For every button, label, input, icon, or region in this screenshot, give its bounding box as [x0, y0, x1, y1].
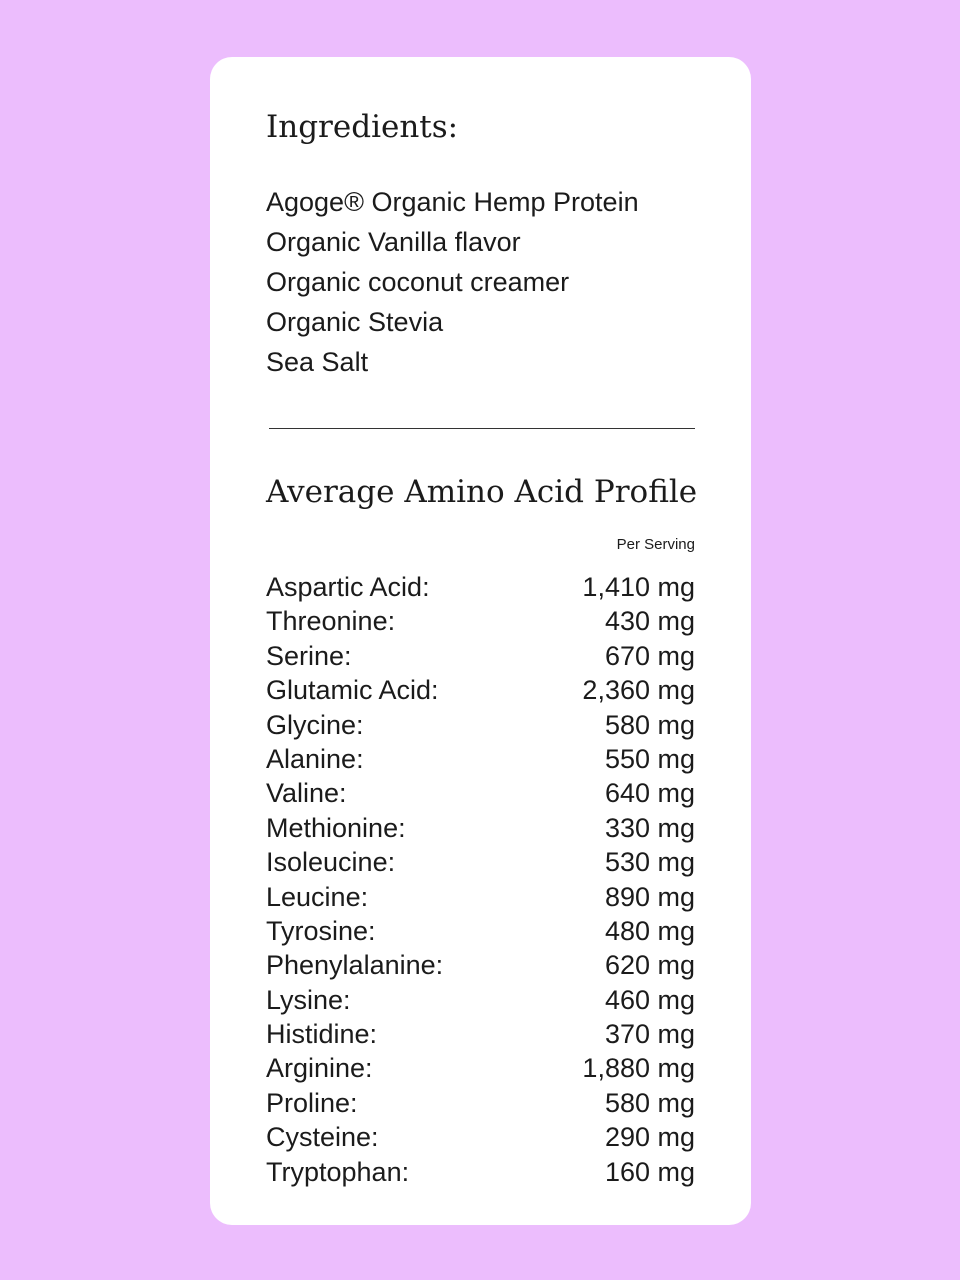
- amino-name: Arginine:: [266, 1053, 373, 1084]
- amino-name: Alanine:: [266, 743, 364, 774]
- amino-name: Phenylalanine:: [266, 950, 444, 981]
- amino-value: 330 mg: [604, 812, 695, 843]
- amino-value: 620 mg: [604, 950, 695, 981]
- amino-value: 480 mg: [604, 915, 695, 946]
- amino-name: Proline:: [266, 1087, 358, 1118]
- amino-name: Serine:: [266, 640, 352, 671]
- amino-value: 1,410 mg: [582, 572, 695, 602]
- amino-name: Isoleucine:: [266, 847, 396, 878]
- section-divider: [269, 428, 695, 429]
- amino-row: [266, 673, 695, 707]
- amino-value: 2,360 mg: [582, 675, 695, 706]
- amino-value: 460 mg: [604, 984, 695, 1015]
- amino-name: Valine:: [266, 778, 347, 809]
- amino-row: [266, 1086, 695, 1120]
- amino-name: Tyrosine:: [266, 915, 376, 946]
- amino-name: Aspartic Acid:: [266, 572, 430, 602]
- amino-value: 290 mg: [604, 1122, 695, 1153]
- ingredients-list: [266, 182, 639, 382]
- amino-row: [266, 639, 695, 673]
- amino-value: 430 mg: [604, 606, 695, 637]
- amino-value: 530 mg: [604, 847, 695, 878]
- ingredient-item: Agoge® Organic Hemp Protein: [266, 187, 639, 217]
- amino-name: Glycine:: [266, 709, 364, 740]
- per-serving-header: Per Serving: [616, 536, 695, 553]
- amino-value: 670 mg: [604, 640, 695, 671]
- amino-name: Histidine:: [266, 1019, 378, 1050]
- amino-value: 550 mg: [604, 743, 695, 774]
- amino-row: [266, 742, 695, 776]
- amino-name: Glutamic Acid:: [266, 675, 439, 706]
- ingredient-item: Organic Stevia: [266, 307, 444, 337]
- amino-value: 160 mg: [604, 1156, 695, 1187]
- nutrition-card: [210, 57, 751, 1225]
- amino-name: Tryptophan:: [266, 1156, 410, 1187]
- amino-row: [266, 1155, 695, 1189]
- ingredients-title: Ingredients:: [266, 109, 459, 145]
- amino-name: Cysteine:: [266, 1122, 379, 1153]
- amino-row: [266, 604, 695, 638]
- amino-row: [266, 948, 695, 982]
- amino-name: Methionine:: [266, 812, 406, 843]
- amino-row: [266, 880, 695, 914]
- amino-value: 370 mg: [604, 1019, 695, 1050]
- amino-value: 1,880 mg: [582, 1053, 695, 1084]
- amino-row: [266, 708, 695, 742]
- amino-row: [266, 1051, 695, 1085]
- amino-value: 580 mg: [604, 709, 695, 740]
- amino-row: [266, 776, 695, 810]
- amino-name: Leucine:: [266, 881, 369, 912]
- amino-row: [266, 983, 695, 1017]
- amino-row: [266, 1017, 695, 1051]
- amino-name: Lysine:: [266, 984, 351, 1015]
- amino-row: [266, 570, 695, 604]
- ingredient-item: Organic Vanilla flavor: [266, 227, 521, 257]
- amino-row: [266, 811, 695, 845]
- amino-value: 580 mg: [604, 1087, 695, 1118]
- amino-row: [266, 914, 695, 948]
- amino-name: Threonine:: [266, 606, 396, 637]
- amino-value: 640 mg: [604, 778, 695, 809]
- amino-row: [266, 845, 695, 879]
- ingredient-item: Organic coconut creamer: [266, 267, 570, 297]
- amino-value: 890 mg: [604, 881, 695, 912]
- amino-acid-table: [266, 570, 695, 1189]
- amino-row: [266, 1120, 695, 1154]
- ingredient-item: Sea Salt: [266, 347, 369, 377]
- amino-profile-title: Average Amino Acid Profile: [266, 474, 698, 510]
